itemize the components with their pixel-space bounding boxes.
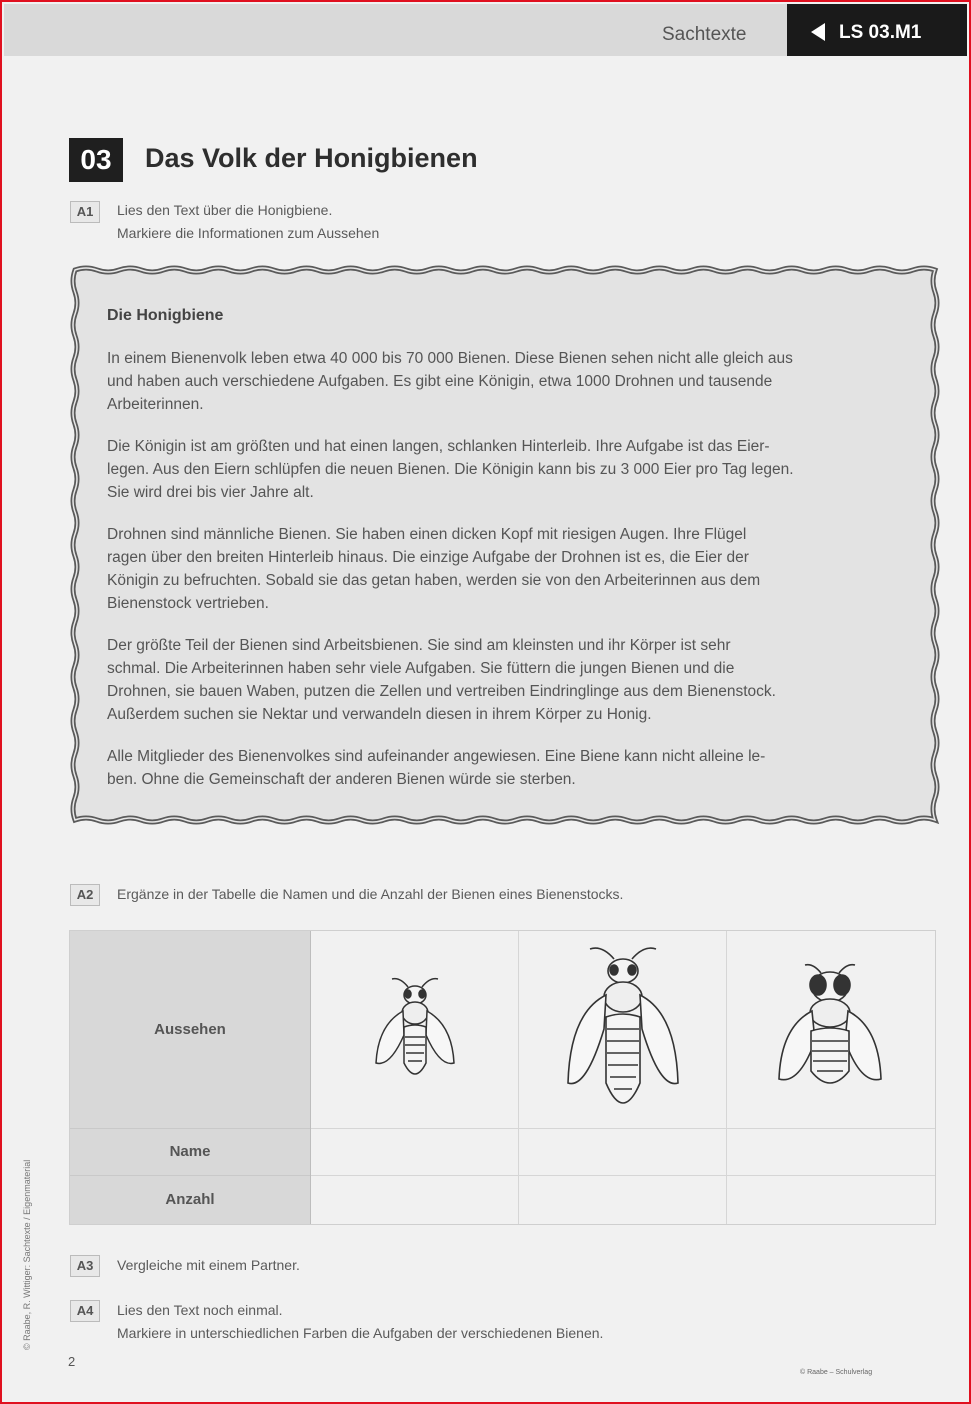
task-text-a3 xyxy=(117,1254,300,1277)
text-line: Arbeiterinnen. xyxy=(107,396,204,413)
task-label-a2: A2 xyxy=(70,884,100,906)
text-line: Drohnen sind männliche Bienen. Sie haben einen dicken Kopf mit riesigen Augen. Ihre Flügel xyxy=(107,526,747,543)
text-line: ben. Ohne die Gemeinschaft der anderen Bienen würde sie sterben. xyxy=(107,771,576,788)
task-text-a1 xyxy=(117,199,379,245)
task-text-a4 xyxy=(117,1299,603,1345)
task-line: Lies den Text noch einmal. xyxy=(117,1302,283,1318)
task-label-a4: A4 xyxy=(70,1300,100,1322)
text-line: Sie wird drei bis vier Jahre alt. xyxy=(107,484,314,501)
header-code: LS 03.M1 xyxy=(839,22,922,43)
count-cell-3[interactable] xyxy=(727,1176,934,1223)
text-box-heading: Die Honigbiene xyxy=(107,307,224,324)
text-line: und haben auch verschiedene Aufgaben. Es gibt eine Königin, etwa 1000 Drohnen und tausende xyxy=(107,373,773,390)
text-line: Drohnen, sie bauen Waben, putzen die Zellen und vertreiben Eindringlinge aus dem Bienenstock. xyxy=(107,683,776,700)
paragraph xyxy=(107,745,907,791)
name-cell-2[interactable] xyxy=(519,1129,726,1175)
row-header-appearance: Aussehen xyxy=(70,931,310,1129)
task-text-a2 xyxy=(117,883,623,906)
worker-bee-icon xyxy=(370,975,460,1091)
paragraph xyxy=(107,347,907,416)
row-header-column xyxy=(70,931,311,1224)
paragraph xyxy=(107,523,907,615)
paragraph xyxy=(107,634,907,726)
flag-icon xyxy=(811,23,825,41)
row-header-count: Anzahl xyxy=(165,1191,215,1208)
publisher-mark: © Raabe – Schulverlag xyxy=(800,1369,873,1376)
task-label-a3: A3 xyxy=(70,1255,100,1277)
name-cell-3[interactable] xyxy=(727,1129,934,1175)
text-line: Bienenstock vertrieben. xyxy=(107,595,269,612)
paragraph xyxy=(107,435,907,504)
text-box-body xyxy=(107,347,907,810)
text-line: Königin zu befruchten. Sobald sie das getan haben, werden sie von den Arbeiterinnen aus dem xyxy=(107,572,761,589)
text-line: Die Königin ist am größten und hat einen langen, schlanken Hinterleib. Ihre Aufgabe ist das Eier- xyxy=(107,438,770,455)
text-line: Der größte Teil der Bienen sind Arbeitsbienen. Sie sind am kleinsten und ihr Körper ist sehr xyxy=(107,637,731,654)
count-cell-1[interactable] xyxy=(311,1176,518,1223)
task-line: Vergleiche mit einem Partner. xyxy=(117,1257,300,1273)
page-title: Das Volk der Honigbienen xyxy=(145,143,478,173)
text-line: In einem Bienenvolk leben etwa 40 000 bis 70 000 Bienen. Diese Bienen sehen nicht alle gleich aus xyxy=(107,350,793,367)
header-section: Sachtexte xyxy=(662,24,747,45)
task-line: Markiere in unterschiedlichen Farben die Aufgaben der verschiedenen Bienen. xyxy=(117,1325,604,1341)
task-line: Lies den Text über die Honigbiene. xyxy=(117,202,333,218)
header-code-box xyxy=(787,4,967,56)
drone-bee-icon xyxy=(775,961,885,1095)
queen-bee-icon xyxy=(560,943,685,1115)
text-line: Außerdem suchen sie Nektar und verwandeln diesen in ihrem Körper zu Honig. xyxy=(107,706,652,723)
task-label-a1: A1 xyxy=(70,201,100,223)
name-cell-1[interactable] xyxy=(311,1129,518,1175)
text-line: ragen über den breiten Hinterleib hinaus. Die einzige Aufgabe der Drohnen ist es, die Eier der xyxy=(107,549,749,566)
chapter-number: 03 xyxy=(69,138,123,182)
text-line: legen. Aus den Eiern schlüpfen die neuen Bienen. Die Königin kann bis zu 3 000 Eier pro Tag legen. xyxy=(107,461,794,478)
text-line: Alle Mitglieder des Bienenvolkes sind aufeinander angewiesen. Eine Biene kann nicht alleine le- xyxy=(107,748,766,765)
task-line: Ergänze in der Tabelle die Namen und die Anzahl der Bienen eines Bienenstocks. xyxy=(117,886,624,902)
row-header-name: Name xyxy=(70,1129,310,1176)
count-cell-2[interactable] xyxy=(519,1176,726,1223)
bee-table xyxy=(69,930,936,1225)
page-number: 2 xyxy=(68,1354,76,1369)
copyright-note: © Raabe, R. Wittiger: Sachtexte / Eigenmaterial xyxy=(22,1159,32,1350)
text-line: schmal. Die Arbeiterinnen haben sehr viele Aufgaben. Sie füttern die jungen Bienen und die xyxy=(107,660,735,677)
task-line: Markiere die Informationen zum Aussehen xyxy=(117,225,380,241)
